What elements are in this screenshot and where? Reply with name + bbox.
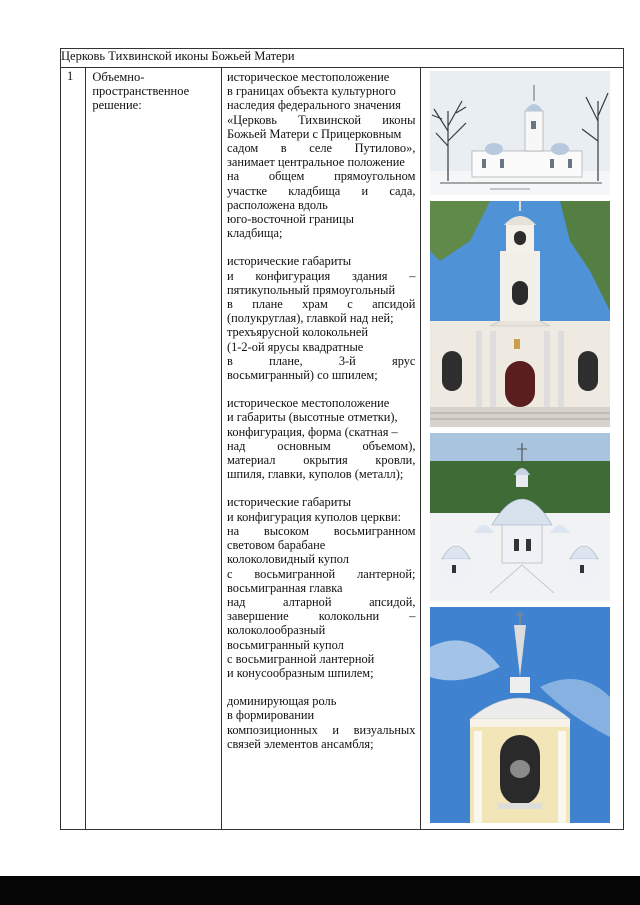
description-line: и конусообразным шпилем;	[226, 665, 374, 680]
description-line: завершение колокольни –	[226, 609, 416, 624]
description-line: кладбища;	[226, 226, 283, 241]
row-label	[86, 68, 222, 830]
row-label-line: решение:	[92, 98, 142, 112]
document-table	[60, 48, 624, 830]
description-line: материал окрытия кровли,	[226, 453, 416, 468]
description-line: историческое местоположение	[226, 70, 390, 84]
description-line: трехъярусной колокольней	[226, 325, 369, 340]
description-line: шпиля, главки, куполов (металл);	[226, 467, 404, 482]
description-line: наследия федерального значения	[226, 98, 401, 113]
description-line: расположена вдоль	[226, 197, 328, 212]
photo-bell-tower-facade	[430, 201, 610, 427]
description-line: садом в селе Путилово»,	[226, 141, 416, 156]
table-header-row	[61, 49, 624, 68]
description-line: участке кладбища и сада,	[226, 183, 416, 198]
section-title: Церковь Тихвинской иконы Божьей Матери	[61, 49, 624, 68]
description-paragraph	[227, 70, 415, 240]
description-line: с восьмигранной лантерной;	[226, 566, 416, 581]
description-line: восьмигранный купол	[226, 637, 344, 652]
description-paragraph	[227, 396, 415, 481]
description-line: исторические габариты	[226, 495, 352, 510]
description-line: и габариты (высотные отметки),	[226, 410, 398, 425]
description-line: связей элементов ансамбля;	[226, 736, 374, 751]
description-line: Божьей Матери с Прицерковным	[226, 126, 402, 141]
description-paragraph	[227, 694, 415, 751]
photo-church-winter	[430, 71, 610, 195]
description-line: над алтарной апсидой,	[226, 594, 416, 609]
description-line: композиционных и визуальных	[226, 722, 416, 737]
description-paragraph	[227, 254, 415, 382]
description-line: восьмигранный) со шпилем;	[226, 368, 378, 383]
description-line: в плане храм с апсидой	[226, 297, 416, 312]
description-line: в формировании	[226, 708, 315, 723]
description-line: историческое местоположение	[226, 396, 390, 411]
description-line: (полукруглая), главкой над ней;	[226, 311, 394, 326]
row-label-line: Объемно-	[92, 70, 145, 84]
row-number: 1	[61, 68, 86, 830]
description-line: колоколообразный	[226, 623, 326, 638]
photo-spire-closeup	[430, 607, 610, 823]
description-line: и конфигурация здания –	[226, 268, 416, 283]
scan-margin	[0, 876, 640, 905]
description-line: в плане, 3-й ярус	[226, 353, 416, 368]
description-line: световом барабане	[226, 538, 326, 553]
description-line: в границах объекта культурного	[226, 84, 396, 99]
row-label-line: пространственное	[92, 84, 190, 98]
description-line: над основным объемом),	[226, 438, 416, 453]
description-line: на высоком восьмигранном	[226, 523, 416, 538]
description-line: пятикупольный прямоугольный	[226, 282, 396, 297]
description-line: с восьмигранной лантерной	[226, 651, 375, 666]
table-row	[61, 68, 624, 830]
description-line: юго-восточной границы	[226, 212, 355, 227]
description-line: «Церковь Тихвинской иконы	[226, 112, 416, 127]
description-line: конфигурация, форма (скатная –	[226, 424, 398, 439]
photo-aerial-domes	[430, 433, 610, 601]
row-description	[221, 68, 420, 830]
description-line: (1-2-ой ярусы квадратные	[226, 339, 364, 354]
description-line: восьмигранная главка	[226, 580, 343, 595]
description-line: исторические габариты	[226, 254, 352, 269]
description-line: занимает центральное положение	[226, 155, 405, 170]
description-line: доминирующая роль	[226, 694, 337, 709]
description-line: и конфигурация куполов церкви:	[226, 509, 401, 524]
description-line: на общем прямоугольном	[226, 169, 416, 184]
description-paragraph	[227, 495, 415, 680]
photo-column	[421, 68, 624, 830]
description-line: колоколовидный купол	[226, 552, 349, 567]
